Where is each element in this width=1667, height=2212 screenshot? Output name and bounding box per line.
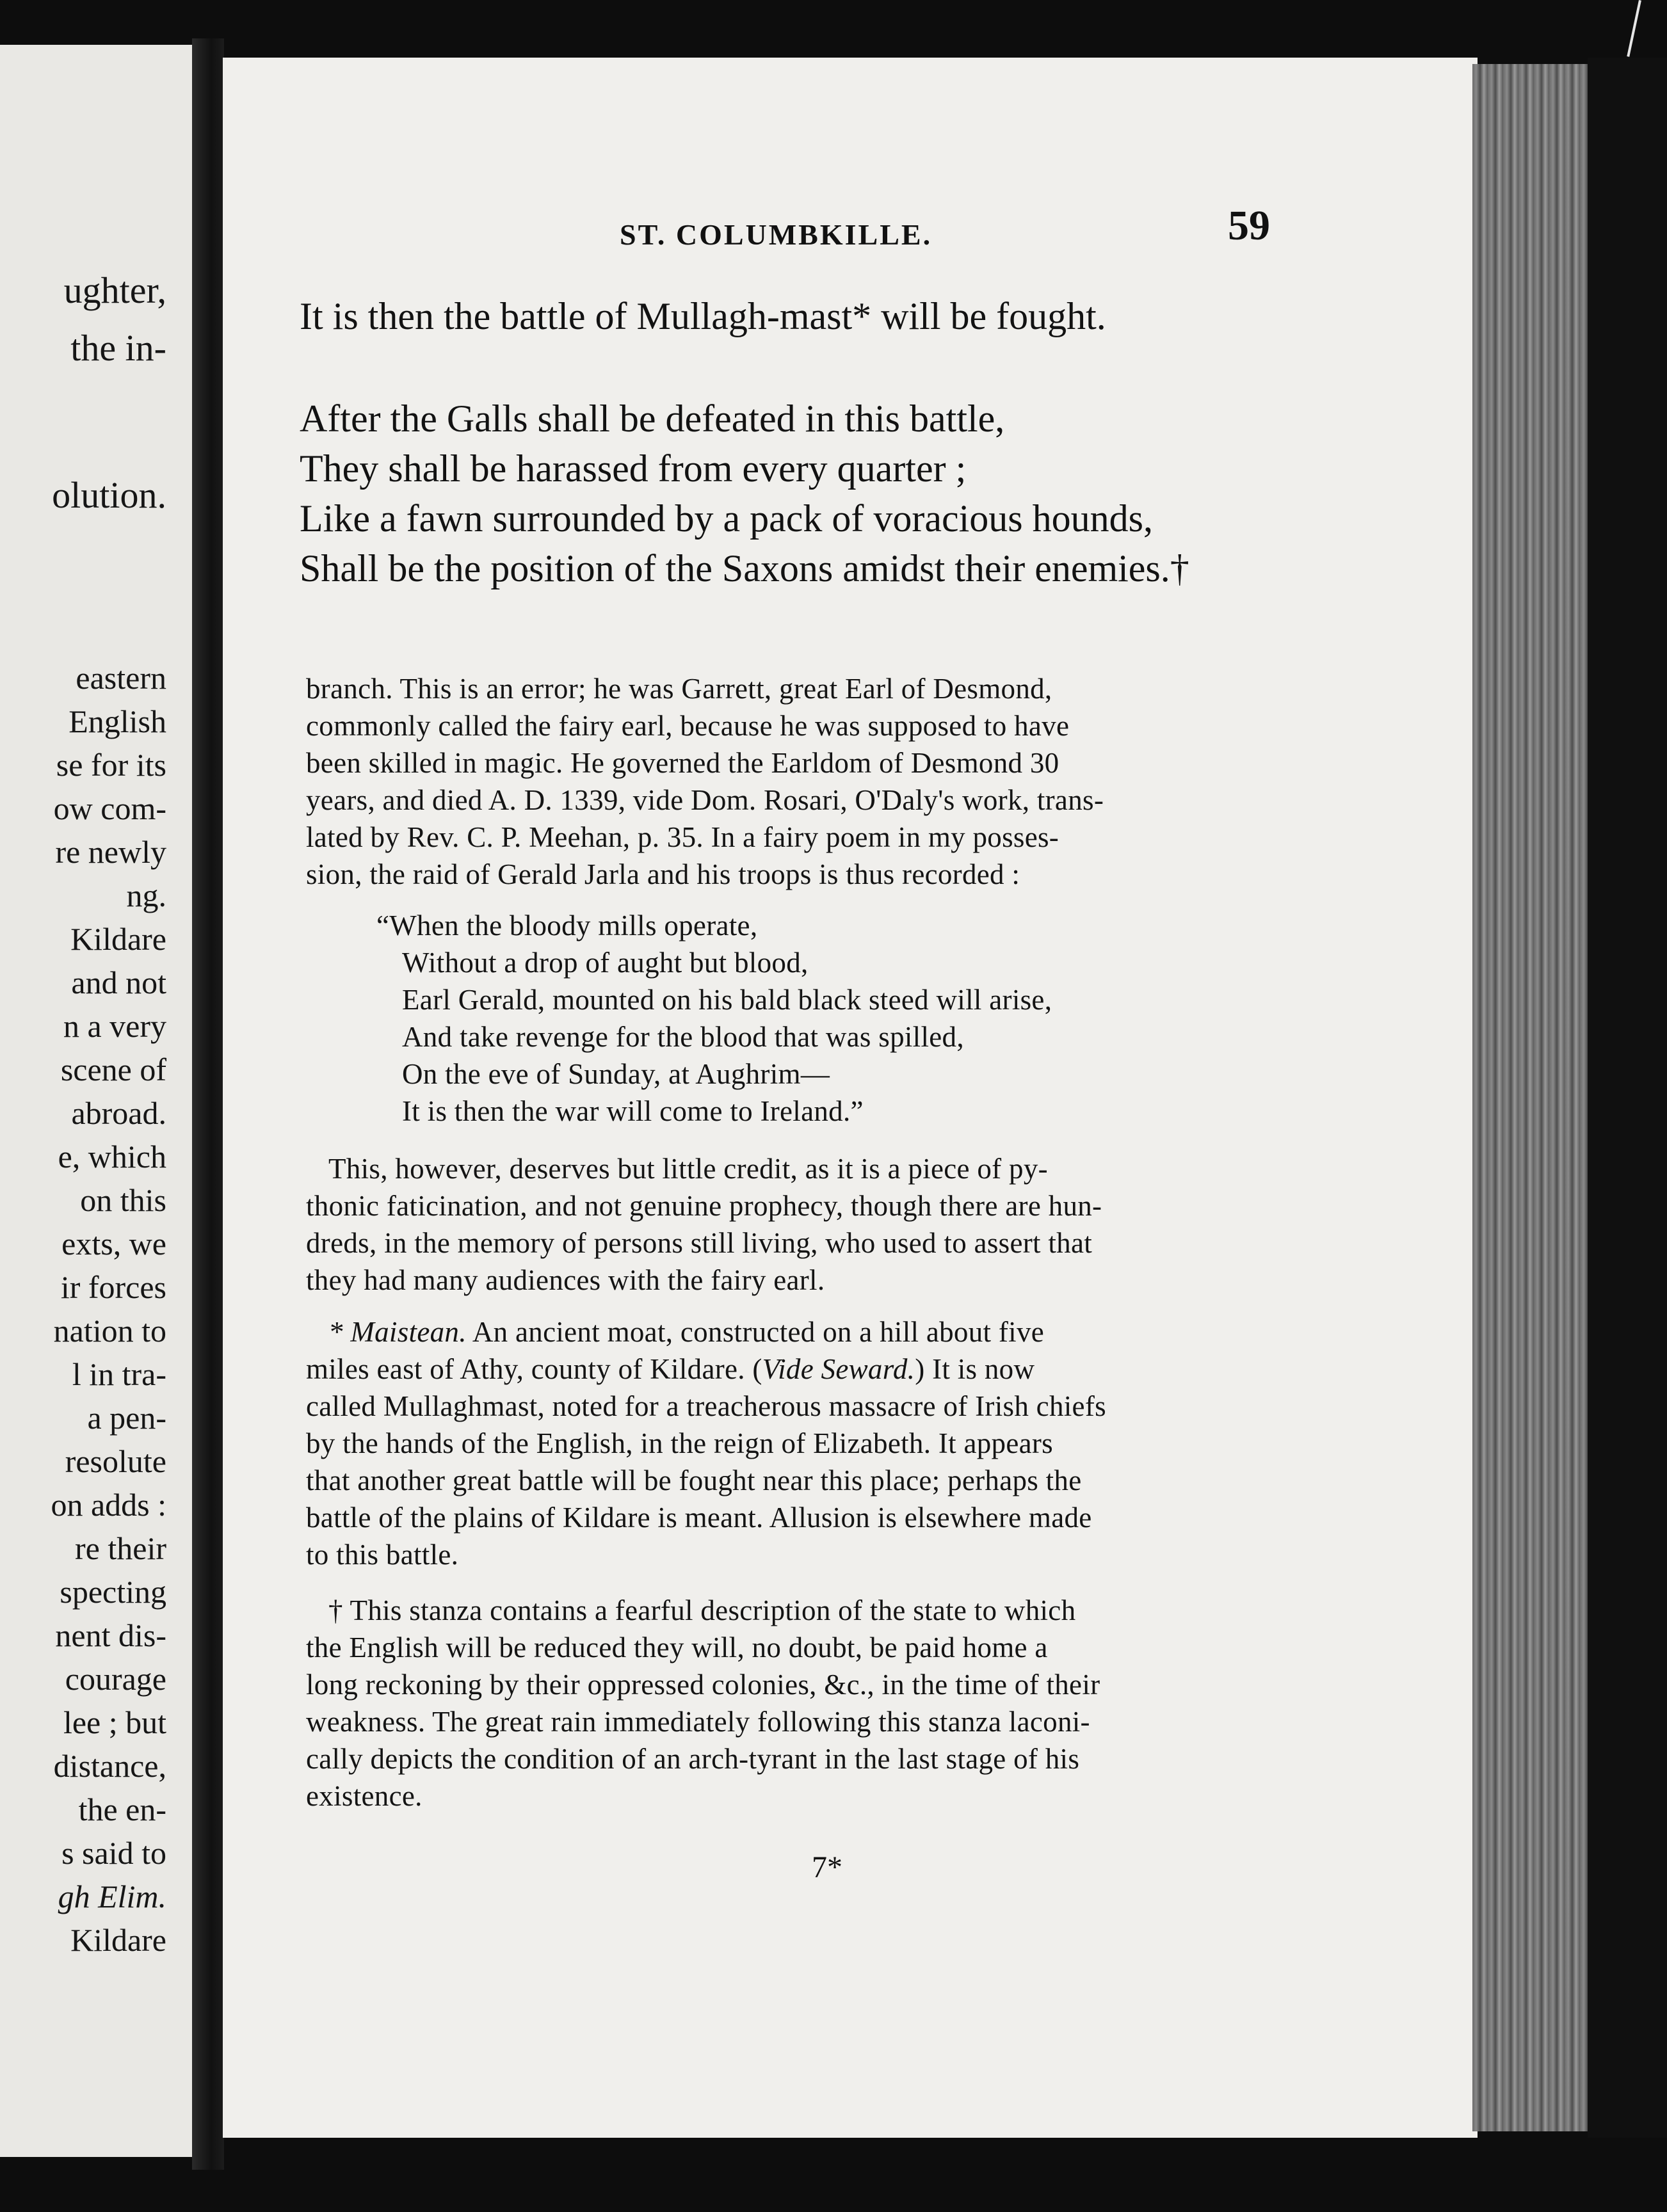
footnote-line: to this battle.: [306, 1539, 459, 1571]
signature-mark: 7*: [812, 1850, 842, 1884]
footnote-line: dreds, in the memory of persons still living, who used to assert that: [306, 1227, 1093, 1259]
left-page-line: the in-: [70, 327, 166, 369]
scan-corner-mark: [1627, 0, 1648, 58]
poem-line: On the eve of Sunday, at Aughrim—: [402, 1058, 830, 1090]
left-page-line: eastern: [76, 660, 166, 696]
footnote-line: branch. This is an error; he was Garrett, great Earl of Desmond,: [306, 673, 1052, 705]
left-page-line: and not: [71, 965, 166, 1000]
footnote-maistean-line: miles east of Athy, county of Kildare. (Vide Seward.) It is now: [306, 1353, 1035, 1385]
verse-line: They shall be harassed from every quarter ;: [300, 447, 967, 490]
left-page-line: exts, we: [61, 1226, 166, 1262]
poem-line: “When the bloody mills operate,: [376, 910, 758, 942]
footnote-line: long reckoning by their oppressed colonies, &c., in the time of their: [306, 1669, 1100, 1701]
left-facing-page: [0, 45, 192, 2157]
verse-line: After the Galls shall be defeated in this battle,: [300, 397, 1005, 440]
left-page-line: se for its: [56, 747, 166, 783]
footnote-line: lated by Rev. C. P. Meehan, p. 35. In a fairy poem in my posses-: [306, 821, 1059, 853]
poem-line: It is then the war will come to Ireland.”: [402, 1095, 864, 1127]
footnote-term: * Maistean.: [328, 1316, 467, 1348]
left-page-line: on this: [80, 1182, 166, 1218]
running-head: ST. COLUMBKILLE.: [620, 218, 933, 251]
left-page-line: s said to: [61, 1835, 166, 1871]
left-page-line: e, which: [58, 1139, 166, 1174]
footnote-line: battle of the plains of Kildare is meant. Allusion is elsewhere made: [306, 1502, 1092, 1534]
left-page-line: n a very: [63, 1008, 166, 1044]
left-page-line: distance,: [53, 1748, 166, 1784]
citation: Vide Seward.: [762, 1353, 915, 1385]
footnote-line: commonly called the fairy earl, because he was supposed to have: [306, 710, 1070, 742]
left-page-line: abroad.: [71, 1095, 166, 1131]
left-page-line: ir forces: [60, 1269, 166, 1305]
left-page-line: re their: [75, 1530, 166, 1566]
footnote-line: they had many audiences with the fairy earl.: [306, 1264, 825, 1296]
footnote-line: existence.: [306, 1780, 423, 1812]
footnote-dagger-line: † This stanza contains a fearful description of the state to which: [328, 1594, 1076, 1626]
left-page-line: resolute: [65, 1443, 166, 1479]
left-page-line: English: [68, 703, 166, 739]
left-page-line: ow com-: [53, 790, 166, 826]
footnote-line: called Mullaghmast, noted for a treacherous massacre of Irish chiefs: [306, 1390, 1106, 1422]
left-page-line: gh Elim.: [58, 1879, 166, 1914]
left-page-line: Kildare: [70, 1922, 166, 1958]
verse-line: Shall be the position of the Saxons amidst their enemies.†: [300, 547, 1189, 589]
left-page-line: specting: [60, 1574, 166, 1610]
footnote-line: This, however, deserves but little credit, as it is a piece of py-: [328, 1153, 1048, 1185]
poem-line: Earl Gerald, mounted on his bald black steed will arise,: [402, 984, 1052, 1016]
page-59: [223, 58, 1478, 2138]
scan-background: [1588, 58, 1667, 2138]
left-page-line: nent dis-: [55, 1617, 166, 1653]
left-page-line: ng.: [126, 878, 166, 913]
left-page-line: courage: [65, 1661, 166, 1697]
left-page-line: Kildare: [70, 921, 166, 957]
left-page-line: the en-: [78, 1791, 166, 1827]
footnote-maistean-line: * Maistean. An ancient moat, constructed on a hill about five: [328, 1316, 1045, 1348]
footnote-line: by the hands of the English, in the reign of Elizabeth. It appears: [306, 1427, 1053, 1459]
footnote-line: been skilled in magic. He governed the Earldom of Desmond 30: [306, 747, 1059, 779]
left-page-line: l in tra-: [72, 1356, 166, 1392]
poem-line: And take revenge for the blood that was spilled,: [402, 1021, 964, 1053]
left-page-line: nation to: [53, 1313, 166, 1349]
left-page-line: lee ; but: [63, 1704, 166, 1740]
footnote-line: sion, the raid of Gerald Jarla and his troops is thus recorded :: [306, 858, 1020, 890]
left-page-line: olution.: [52, 474, 166, 516]
verse-line: Like a fawn surrounded by a pack of voracious hounds,: [300, 497, 1153, 540]
left-page-line: re newly: [55, 834, 166, 870]
verse-line: It is then the battle of Mullagh-mast* will be fought.: [300, 295, 1106, 337]
footnote-line: weakness. The great rain immediately following this stanza laconi-: [306, 1706, 1090, 1738]
poem-line: Without a drop of aught but blood,: [402, 947, 809, 979]
left-page-line: a pen-: [87, 1400, 166, 1436]
page-edges: [1472, 64, 1588, 2131]
footnote-line: years, and died A. D. 1339, vide Dom. Rosari, O'Daly's work, trans-: [306, 784, 1104, 816]
footnote-line: the English will be reduced they will, no doubt, be paid home a: [306, 1631, 1048, 1663]
book-gutter: [192, 38, 224, 2170]
footnote-line: thonic faticination, and not genuine prophecy, though there are hun-: [306, 1190, 1102, 1222]
page-number: 59: [1228, 202, 1270, 249]
left-page-line: ughter,: [63, 269, 166, 311]
footnote-line: cally depicts the condition of an arch-tyrant in the last stage of his: [306, 1743, 1080, 1775]
left-page-line: on adds :: [51, 1487, 166, 1523]
left-page-line: scene of: [60, 1052, 166, 1087]
footnote-line: that another great battle will be fought near this place; perhaps the: [306, 1464, 1082, 1496]
